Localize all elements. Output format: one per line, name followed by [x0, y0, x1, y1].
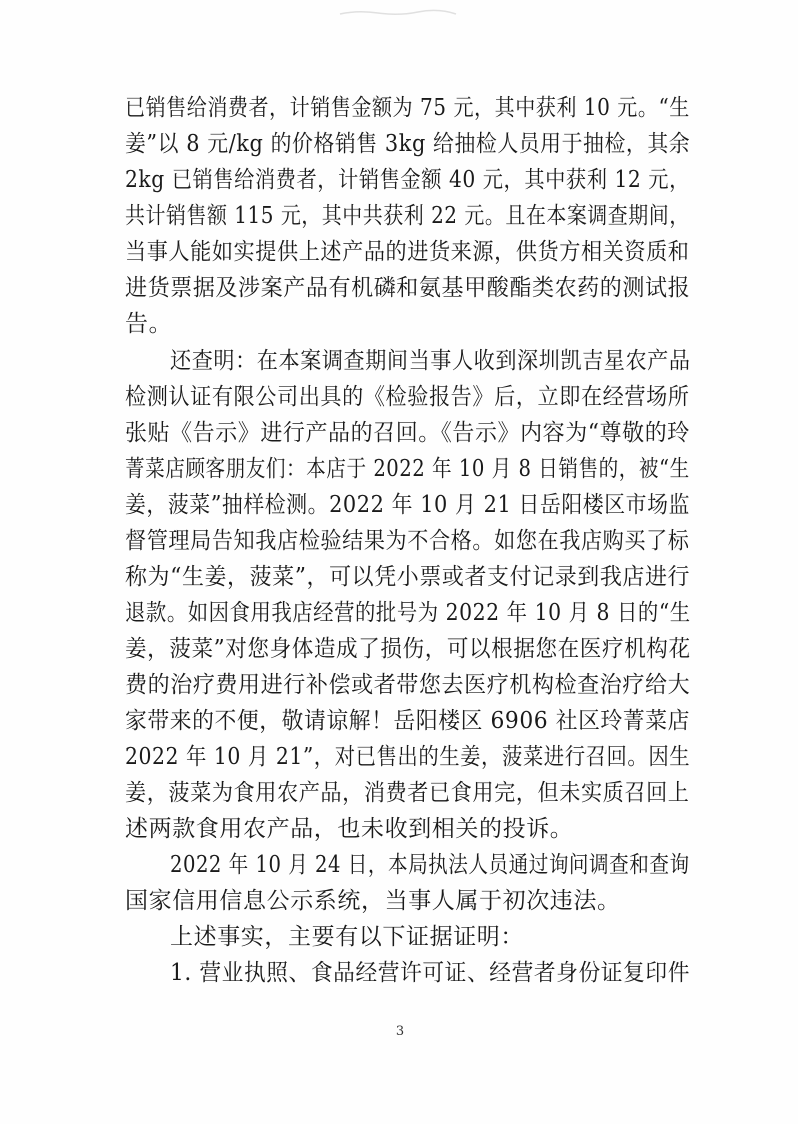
text-line-18: 家带来的不便，敬请谅解！岳阳楼区 6906 社区玲菁菜店 [125, 708, 690, 734]
scan-smudge-mark [338, 8, 458, 18]
text-line-10: 张贴《告示》进行产品的召回。《告示》内容为“尊敬的玲 [125, 420, 690, 446]
text-line-11: 菁菜店顾客朋友们：本店于 2022 年 10 月 8 日销售的，被“生 [125, 456, 690, 482]
text-line-2: 姜”以 8 元/kg 的价格销售 3kg 给抽检人员用于抽检，其余 [125, 131, 691, 157]
text-line-22: 2022 年 10 月 24 日，本局执法人员通过询问调查和查询 [170, 852, 690, 878]
text-line-4: 共计销售额 115 元，其中共获利 22 元。且在本案调查期间， [125, 203, 690, 229]
text-line-6: 进货票据及涉案产品有机磷和氨基甲酸酯类农药的测试报 [125, 275, 691, 301]
text-line-17: 费的治疗费用进行补偿或者带您去医疗机构检查治疗给大 [125, 672, 691, 698]
text-line-20: 姜，菠菜为食用农产品，消费者已食用完，但未实质召回上 [125, 780, 690, 806]
text-line-5: 当事人能如实提供上述产品的进货来源，供货方相关资质和 [125, 239, 690, 265]
text-line-19: 2022 年 10 月 21”，对已售出的生姜，菠菜进行召回。因生 [125, 744, 691, 770]
text-line-16: 姜，菠菜”对您身体造成了损伤，可以根据您在医疗机构花 [125, 636, 691, 662]
text-line-8: 还查明：在本案调查期间当事人收到深圳凯吉星农产品 [170, 348, 691, 374]
text-line-13: 督管理局告知我店检验结果为不合格。如您在我店购买了标 [125, 528, 690, 554]
text-line-21: 述两款食用农产品，也未收到相关的投诉。 [125, 816, 574, 842]
text-line-1: 已销售给消费者，计销售金额为 75 元，其中获利 10 元。“生 [125, 95, 690, 121]
text-line-9: 检测认证有限公司出具的《检验报告》后，立即在经营场所 [125, 384, 690, 410]
text-line-23: 国家信用信息公示系统，当事人属于初次违法。 [125, 888, 621, 914]
page-number: 3 [395, 1024, 405, 1039]
text-line-14: 称为“生姜，菠菜”，可以凭小票或者支付记录到我店进行 [125, 564, 691, 590]
text-line-25: 1. 营业执照、食品经营许可证、经营者身份证复印件 [170, 960, 691, 986]
text-line-15: 退款。如因食用我店经营的批号为 2022 年 10 月 8 日的“生 [125, 600, 691, 626]
text-line-3: 2kg 已销售给消费者，计销售金额 40 元，其中获利 12 元， [125, 167, 690, 193]
text-line-12: 姜，菠菜”抽样检测。2022 年 10 月 21 日岳阳楼区市场监 [125, 492, 690, 518]
text-line-7: 告。 [125, 311, 173, 337]
text-line-24: 上述事实，主要有以下证据证明： [170, 924, 524, 950]
